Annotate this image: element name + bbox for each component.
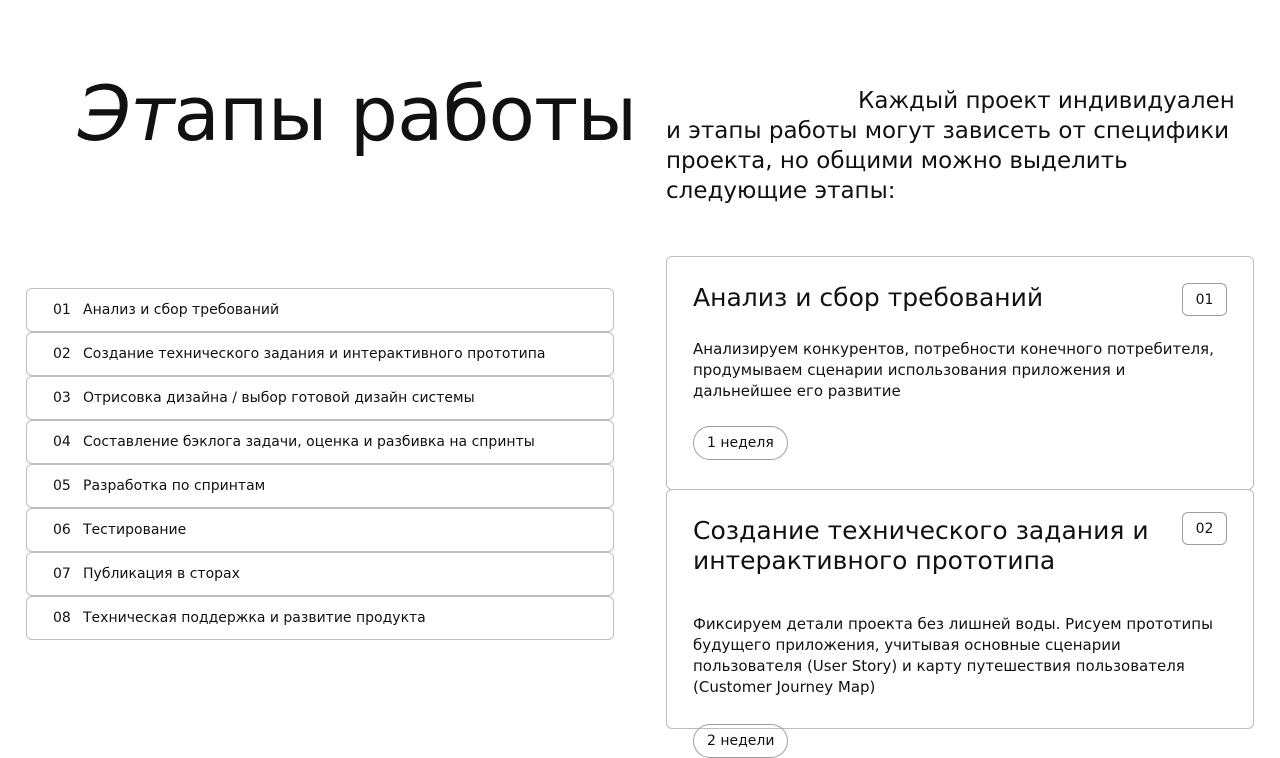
step-number: 07	[53, 566, 71, 582]
card-title: Анализ и сбор требований	[693, 283, 1044, 312]
step-label: Составление бэклога задачи, оценка и разбивка на спринты	[83, 434, 535, 450]
step-label: Тестирование	[83, 522, 187, 538]
step-item-06[interactable]	[26, 508, 614, 552]
step-number: 01	[53, 302, 71, 318]
step-item-03[interactable]	[26, 376, 614, 420]
duration-badge: 1 неделя	[693, 426, 788, 460]
card-description: Фиксируем детали проекта без лишней воды. Рисуем прототипы будущего приложения, учитывая основные сценарии пользователя (User Story) и карту путешествия пользователя (Customer Journey Map)	[693, 615, 1213, 696]
duration-badge: 2 недели	[693, 724, 788, 758]
steps-list	[26, 288, 614, 640]
step-label: Отрисовка дизайна / выбор готовой дизайн системы	[83, 390, 475, 406]
step-item-08[interactable]	[26, 596, 614, 640]
step-number: 03	[53, 390, 71, 406]
step-number: 02	[53, 346, 71, 362]
card-description: Анализируем конкурентов, потребности конечного потребителя, продумываем сценарии использования приложения и дальнейшее его развитие	[693, 340, 1214, 400]
card-title: Создание технического задания и интерактивного прототипа	[693, 516, 1149, 575]
step-number: 04	[53, 434, 71, 450]
step-label: Анализ и сбор требований	[83, 302, 280, 318]
step-number: 08	[53, 610, 71, 626]
page-title-rest: апы работы	[173, 69, 637, 158]
card-number-badge: 01	[1182, 283, 1227, 316]
page-title-italic: Эт	[78, 69, 174, 158]
step-card-02	[666, 489, 1254, 749]
step-item-04[interactable]	[26, 420, 614, 464]
step-label: Публикация в сторах	[83, 566, 240, 582]
card-number-badge: 02	[1182, 512, 1227, 545]
step-item-02[interactable]	[26, 332, 614, 376]
step-number: 05	[53, 478, 71, 494]
page-title	[78, 68, 636, 159]
step-item-01[interactable]	[26, 288, 614, 332]
step-item-05[interactable]	[26, 464, 614, 508]
step-card-01	[666, 256, 1254, 490]
step-label: Разработка по спринтам	[83, 478, 266, 494]
intro-text: Каждый проект индивидуален и этапы работы могут зависеть от специфики проекта, но общими можно выделить следующие этапы:	[666, 88, 1235, 204]
step-item-07[interactable]	[26, 552, 614, 596]
step-number: 06	[53, 522, 71, 538]
step-label: Создание технического задания и интерактивного прототипа	[83, 346, 546, 362]
step-label: Техническая поддержка и развитие продукта	[83, 610, 426, 626]
